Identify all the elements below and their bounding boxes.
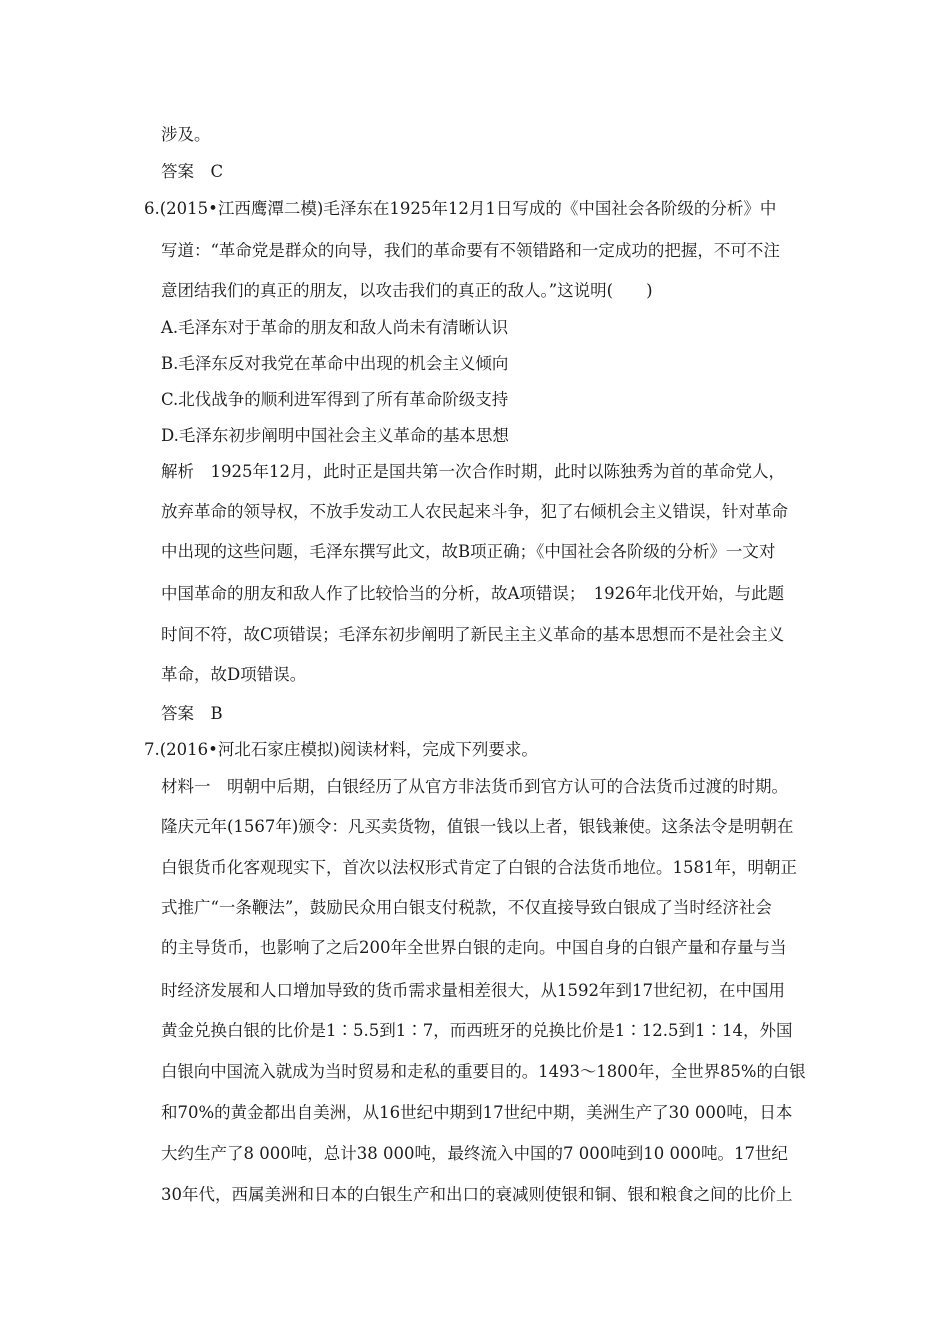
text-line: 30年代，西属美洲和日本的白银生产和出口的衰减则使银和铜、银和粮食之间的比价上 <box>161 1185 793 1204</box>
text-line: 白银向中国流入就成为当时贸易和走私的重要目的。1493～1800年，全世界85%的白银 <box>161 1062 806 1081</box>
text-line: 放弃革命的领导权，不放手发动工人农民起来斗争，犯了右倾机会主义错误，针对革命 <box>161 502 788 521</box>
text-line: 白银货币化客观现实下，首次以法权形式肯定了白银的合法货币地位。1581年，明朝正 <box>161 858 797 877</box>
text-line: 式推广“一条鞭法”，鼓励民众用白银支付税款，不仅直接导致白银成了当时经济社会 <box>161 898 772 917</box>
text-line: 大约生产了8 000吨，总计38 000吨，最终流入中国的7 000吨到10 000吨。17世纪 <box>161 1144 788 1163</box>
text-line: 答案 B <box>161 704 223 723</box>
text-line: 解析 1925年12月，此时正是国共第一次合作时期，此时以陈独秀为首的革命党人， <box>161 462 785 481</box>
text-line: 7.(2016•河北石家庄模拟)阅读材料，完成下列要求。 <box>144 740 538 759</box>
text-line: 涉及。 <box>161 125 211 144</box>
text-line: 的主导货币，也影响了之后200年全世界白银的走向。中国自身的白银产量和存量与当 <box>161 938 787 957</box>
text-line: D.毛泽东初步阐明中国社会主义革命的基本思想 <box>161 426 509 445</box>
text-line: 答案 C <box>161 162 224 181</box>
text-line: 中出现的这些问题，毛泽东撰写此文，故B项正确；《中国社会各阶级的分析》一文对 <box>161 542 776 561</box>
text-line: 中国革命的朋友和敌人作了比较恰当的分析，故A项错误； 1926年北伐开始，与此题 <box>161 584 785 603</box>
text-line: 写道：“革命党是群众的向导，我们的革命要有不领错路和一定成功的把握，不可不注 <box>161 241 780 260</box>
text-line: 革命，故D项错误。 <box>161 665 307 684</box>
text-line: 时经济发展和人口增加导致的货币需求量相差很大，从1592年到17世纪初，在中国用 <box>161 981 785 1000</box>
text-line: 时间不符，故C项错误；毛泽东初步阐明了新民主主义革命的基本思想而不是社会主义 <box>161 625 785 644</box>
text-line: 材料一 明朝中后期，白银经历了从官方非法货币到官方认可的合法货币过渡的时期。 <box>161 777 788 796</box>
text-line: A.毛泽东对于革命的朋友和敌人尚未有清晰认识 <box>161 318 509 337</box>
text-line: 6.(2015•江西鹰潭二模)毛泽东在1925年12月1日写成的《中国社会各阶级的分析》中 <box>144 199 777 218</box>
text-line: B.毛泽东反对我党在革命中出现的机会主义倾向 <box>161 354 509 373</box>
text-line: 黄金兑换白银的比价是1∶5.5到1∶7，而西班牙的兑换比价是1∶12.5到1∶14，外国 <box>161 1021 793 1040</box>
text-line: 隆庆元年(1567年)颁令：凡买卖货物，值银一钱以上者，银钱兼使。这条法令是明朝在 <box>161 817 794 836</box>
text-line: 意团结我们的真正的朋友，以攻击我们的真正的敌人。”这说明( ) <box>161 281 653 300</box>
text-line: C.北伐战争的顺利进军得到了所有革命阶级支持 <box>161 390 509 409</box>
text-line: 和70%的黄金都出自美洲，从16世纪中期到17世纪中期，美洲生产了30 000吨，日本 <box>161 1103 793 1122</box>
